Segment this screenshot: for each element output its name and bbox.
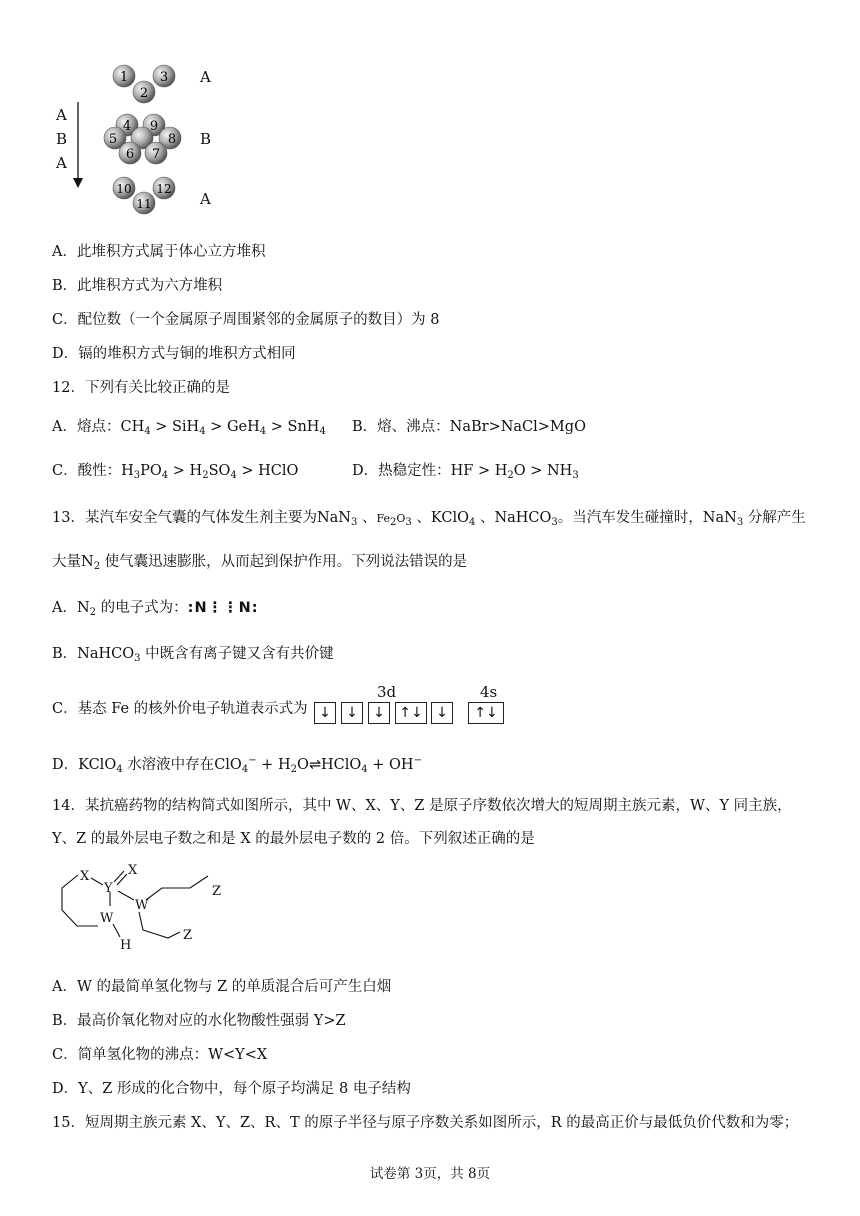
page-footer: 试卷第 3页，共 8页 [369, 1166, 491, 1182]
q14-structure-diagram [50, 860, 250, 955]
q14-stem-line1: 14．某抗癌药物的结构简式如图所示，其中 W、X、Y、Z 是原子序数依次增大的短周期主族元素，W、Y 同主族， [52, 798, 792, 814]
struct-atom-x2: X [128, 863, 138, 878]
q13-stem-line2: 大量$N_2$ 使气囊迅速膨胀，从而起到保护作用。下列说法错误的是 [52, 554, 468, 572]
atom-11: 11 [136, 197, 152, 211]
q13-stem-line1: 13．某汽车安全气囊的气体发生剂主要为NaN$_3$ 、$Fe_2O_3$ 、KClO$_4$ 、NaHCO$_3$。当汽车发生碰撞时，NaN$_3$ 分解产生 [52, 510, 806, 528]
q15-stem: 15．短周期主族元素 X、Y、Z、R、T 的原子半径与原子序数关系如图所示，R 的最高正价与最低负价代数和为零； [52, 1115, 799, 1131]
orbital-3d-1: ↓ [314, 702, 336, 724]
orbital-3d-5: ↓ [431, 702, 453, 724]
q13-option-c: C．基态 Fe 的核外价电子轨道表示式为 [52, 701, 308, 717]
atom-4: 4 [122, 119, 132, 134]
q14-structure [50, 860, 250, 955]
axis-label-a2: A [56, 154, 67, 172]
orbital-3d-boxes [314, 702, 454, 726]
atom-3: 3 [159, 70, 169, 85]
q12-option-b: B．熔、沸点：NaBr>NaCl>MgO [352, 419, 586, 435]
atom-1: 1 [119, 70, 129, 85]
q14-option-a: A．W 的最简单氢化物与 Z 的单质混合后可产生白烟 [52, 979, 392, 995]
packing-diagram [50, 60, 250, 220]
orbital-4s-label: 4s [480, 683, 498, 701]
struct-atom-w1: W [135, 898, 149, 913]
q12-option-c: C．酸性：$H_3PO_4 > H_2SO_4$ > HClO [52, 463, 299, 481]
q11-option-c: C．配位数（一个金属原子周围紧邻的金属原子的数目）为 8 [52, 312, 440, 328]
orbital-3d-4: ↑↓ [395, 702, 427, 724]
packing-figure [50, 60, 250, 220]
atom-7: 7 [151, 147, 161, 162]
orbital-3d-3: ↓ [368, 702, 390, 724]
struct-atom-h: H [120, 938, 132, 953]
orbital-4s-box: ↑↓ [468, 702, 504, 724]
q12-option-d: D．热稳定性：HF > $H_2O > NH_3$ [352, 463, 579, 481]
layer-label-middle: B [200, 130, 212, 148]
layer-label-bottom: A [200, 190, 211, 208]
q14-option-c: C．简单氢化物的沸点：W<Y<X [52, 1047, 268, 1063]
orbital-3d-2: ↓ [341, 702, 363, 724]
axis-labels [56, 103, 67, 175]
struct-atom-z1: Z [212, 884, 222, 899]
q14-option-d: D．Y、Z 形成的化合物中，每个原子均满足 8 电子结构 [52, 1081, 411, 1097]
q12-stem: 12．下列有关比较正确的是 [52, 380, 230, 396]
atom-2: 2 [139, 86, 149, 101]
q13-option-d: D．KClO$_4$ 水溶液中存在$ClO_4^- + H_2O\rightleftharpoons HClO_4 + OH^-$ [52, 755, 422, 775]
q13-option-b: B．NaHCO$_3$ 中既含有离子键又含有共价键 [52, 646, 334, 664]
atom-8: 8 [167, 132, 177, 147]
atom-12: 12 [156, 182, 172, 196]
atom-5: 5 [108, 132, 118, 147]
struct-atom-w2: W [100, 911, 114, 926]
orbital-3d-label: 3d [377, 683, 397, 701]
atom-6: 6 [125, 147, 135, 162]
struct-atom-y: Y [104, 881, 113, 896]
axis-label-b: B [56, 130, 68, 148]
layer-label-top: A [200, 68, 211, 86]
q14-option-b: B．最高价氧化物对应的水化物酸性强弱 Y>Z [52, 1013, 346, 1029]
axis-label-a1: A [56, 106, 67, 124]
atom-10: 10 [116, 182, 132, 196]
q11-option-d: D．镉的堆积方式与铜的堆积方式相同 [52, 346, 296, 362]
q13-option-a: A．$N_2$ 的电子式为：:N⋮⋮N: [52, 600, 259, 618]
atom-9: 9 [149, 119, 159, 134]
q14-stem-line2: Y、Z 的最外层电子数之和是 X 的最外层电子数的 2 倍。下列叙述正确的是 [52, 831, 535, 847]
struct-atom-z2: Z [183, 928, 193, 943]
q12-option-a: A．熔点：$CH_4 > SiH_4 > GeH_4 > SnH_4$ [52, 419, 326, 437]
q11-option-b: B．此堆积方式为六方堆积 [52, 278, 223, 294]
q11-option-a: A．此堆积方式属于体心立方堆积 [52, 244, 266, 260]
struct-atom-x1: X [80, 869, 90, 884]
